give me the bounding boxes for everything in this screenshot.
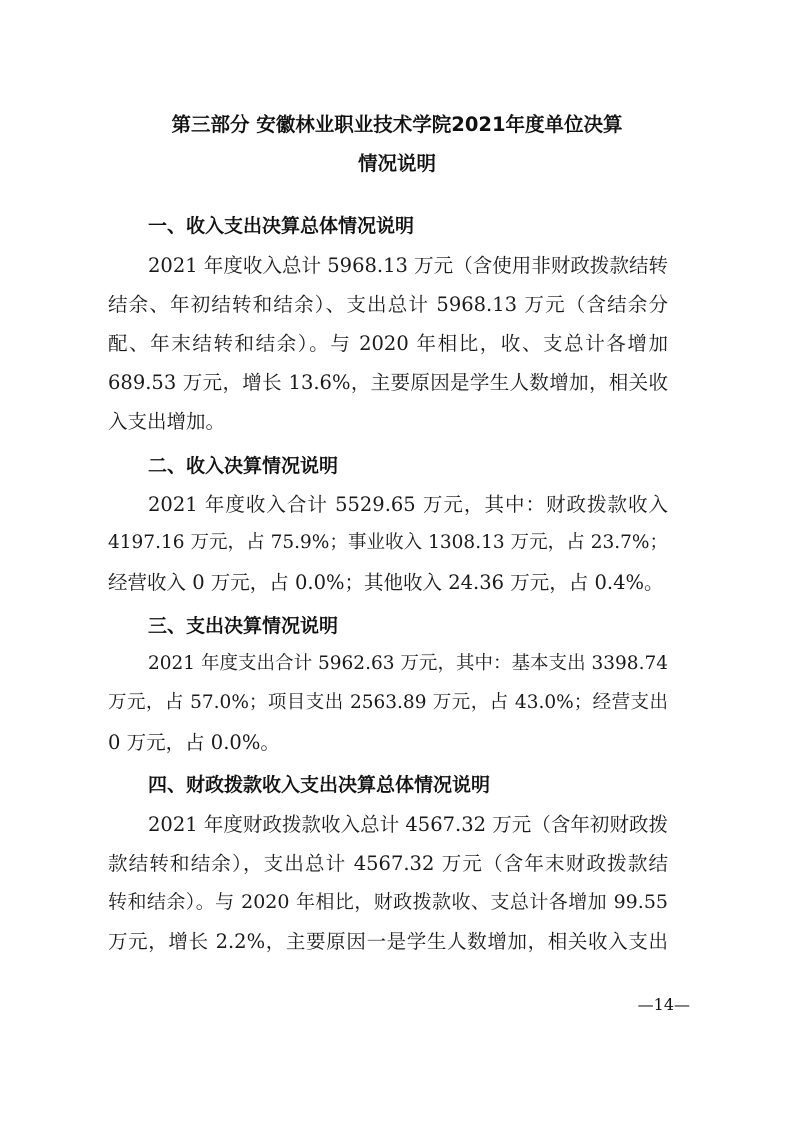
document-title-continued: 情况说明 — [357, 152, 436, 175]
paragraph-line: 2021 年度支出合计 5962.63 万元，其中：基本支出 3398.74 — [148, 653, 668, 674]
page-number: —14— — [637, 995, 690, 1014]
section-heading-4: 四、财政拨款收入支出决算总体情况说明 — [148, 774, 491, 796]
paragraph-line: 结余、年初结转和结余）、支出总计 5968.13 万元（含结余分 — [108, 293, 668, 316]
section-heading-3: 三、支出决算情况说明 — [148, 615, 339, 637]
section-heading-2: 二、收入决算情况说明 — [148, 455, 339, 477]
document-title: 第三部分 安徽林业职业技术学院2021年度单位决算 — [171, 113, 623, 136]
paragraph-line: 2021 年度收入总计 5968.13 万元（含使用非财政拨款结转 — [148, 254, 668, 277]
paragraph-line: 入支出增加。 — [108, 410, 226, 433]
paragraph-line: 0 万元，占 0.0%。 — [108, 731, 280, 754]
paragraph-line: 689.53 万元，增长 13.6%，主要原因是学生人数增加，相关收 — [108, 371, 668, 394]
paragraph-line: 经营收入 0 万元，占 0.0%；其他收入 24.36 万元，占 0.4%。 — [108, 571, 664, 594]
paragraph-line: 2021 年度收入合计 5529.65 万元，其中：财政拨款收入 — [148, 493, 668, 516]
section-heading-1: 一、收入支出决算总体情况说明 — [148, 215, 415, 237]
paragraph-line: 4197.16 万元，占 75.9%；事业收入 1308.13 万元，占 23.7%； — [108, 532, 668, 553]
paragraph-line: 2021 年度财政拨款收入总计 4567.32 万元（含年初财政拨 — [148, 813, 668, 836]
paragraph-line: 万元，增长 2.2%，主要原因一是学生人数增加，相关收入支出 — [108, 930, 668, 953]
paragraph-line: 款结转和结余），支出总计 4567.32 万元（含年末财政拨款结 — [108, 852, 668, 875]
paragraph-line: 转和结余）。与 2020 年相比，财政拨款收、支总计各增加 99.55 — [108, 891, 668, 913]
paragraph-line: 万元，占 57.0%；项目支出 2563.89 万元，占 43.0%；经营支出 — [108, 692, 668, 713]
paragraph-line: 配、年末结转和结余）。与 2020 年相比，收、支总计各增加 — [108, 332, 668, 355]
